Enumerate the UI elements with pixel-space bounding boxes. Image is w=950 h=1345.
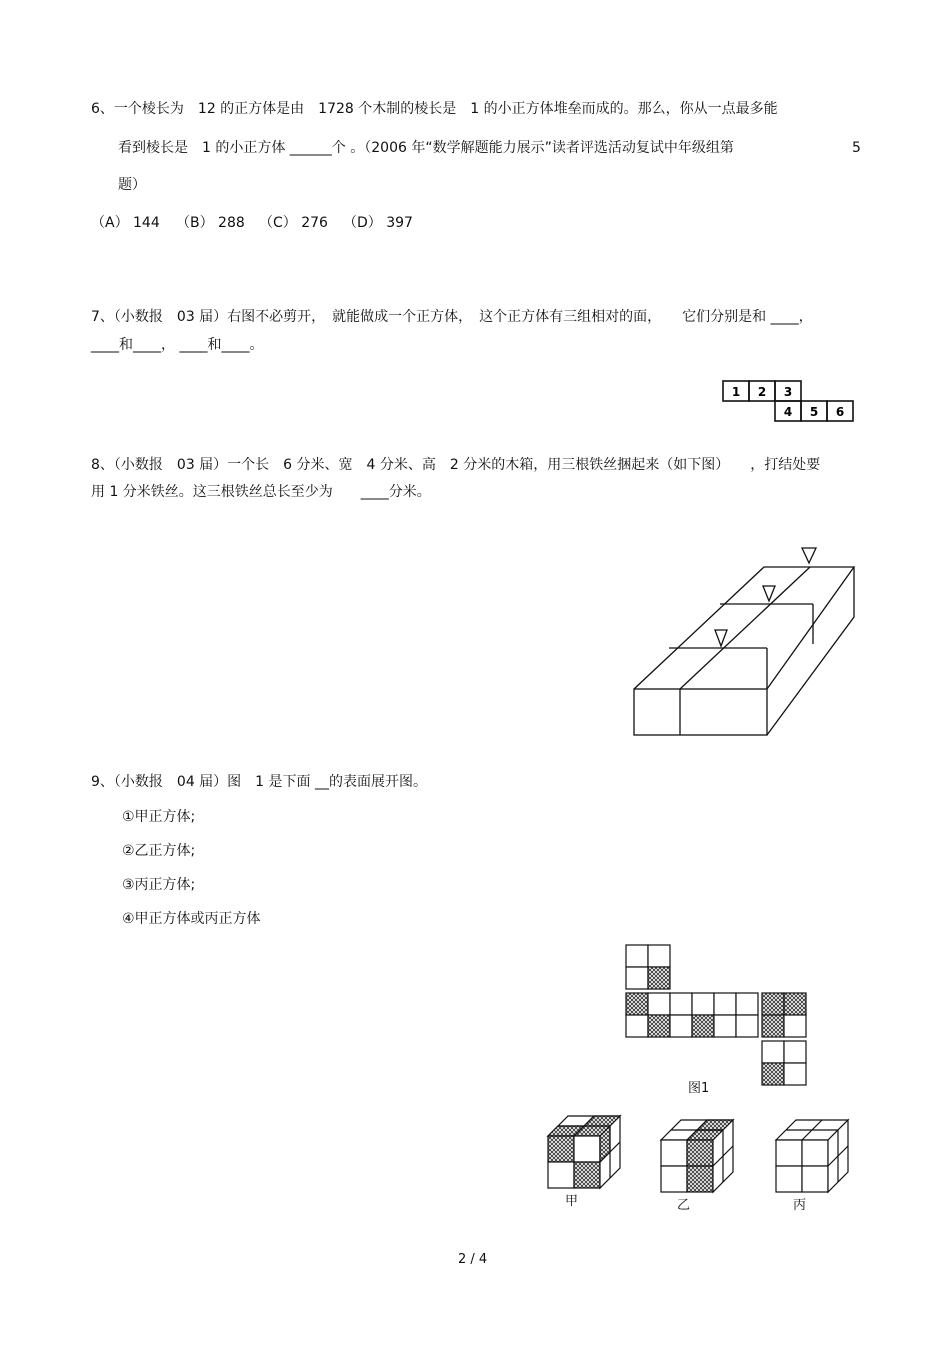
q9-choice-1: ①甲正方体; (122, 809, 196, 825)
net-label-3: 3 (783, 385, 793, 399)
figure-1-caption: 图1 (688, 1081, 710, 1096)
q8-line2: 用 1 分米铁丝。这三根铁丝总长至少为 ____分米。 (91, 484, 431, 500)
cube-yi-figure (657, 1112, 739, 1200)
q6-line1: 6、一个棱长为 12 的正方体是由 1728 个木制的棱长是 1 的小正方体堆垒而成的。那么，你从一点最多能 (91, 101, 778, 117)
wooden-box-figure (626, 540, 862, 742)
q6-option-a: （A） 144 (91, 215, 160, 231)
q8-line1: 8、（小数报 03 届）一个长 6 分米、宽 4 分米、高 2 分米的木箱，用三根铁丝捆起来（如下图） ，打结处要 (91, 457, 821, 473)
page-number: 2 / 4 (458, 1252, 488, 1267)
net-label-4: 4 (783, 405, 793, 419)
q6-line2-end: 5 (852, 140, 861, 156)
q6-line3: 题） (118, 177, 146, 193)
q6-line2: 看到棱长是 1 的小正方体 ______个 。（2006 年“数学解题能力展示”读者评选活动复试中年级组第 (118, 140, 734, 156)
q9-choice-3: ③丙正方体; (122, 877, 196, 893)
q9-choice-4: ④甲正方体或丙正方体 (122, 911, 261, 927)
cube-jia-figure (544, 1108, 626, 1196)
q6-option-d: （D） 397 (343, 215, 413, 231)
q6-option-c: （C） 276 (259, 215, 328, 231)
net-label-6: 6 (835, 405, 845, 419)
q9-choice-2: ②乙正方体; (122, 843, 196, 859)
q7-line2: ____和____， ____和____。 (91, 337, 264, 353)
cube-jia-label: 甲 (565, 1194, 579, 1209)
q6-option-b: （B） 288 (176, 215, 245, 231)
net-label-1: 1 (731, 385, 741, 399)
cube-yi-label: 乙 (677, 1198, 691, 1213)
net-label-2: 2 (757, 385, 767, 399)
unfolded-net-figure (620, 940, 820, 1105)
cube-bing-figure (772, 1112, 854, 1200)
cube-net-figure (722, 380, 856, 424)
net-label-5: 5 (809, 405, 819, 419)
cube-bing-label: 丙 (793, 1198, 807, 1213)
q7-line1: 7、（小数报 03 届）右图不必剪开， 就能做成一个正方体， 这个正方体有三组相对的面， 它们分别是和 ____， (91, 309, 813, 325)
q9-line1: 9、（小数报 04 届）图 1 是下面 __的表面展开图。 (91, 774, 427, 790)
